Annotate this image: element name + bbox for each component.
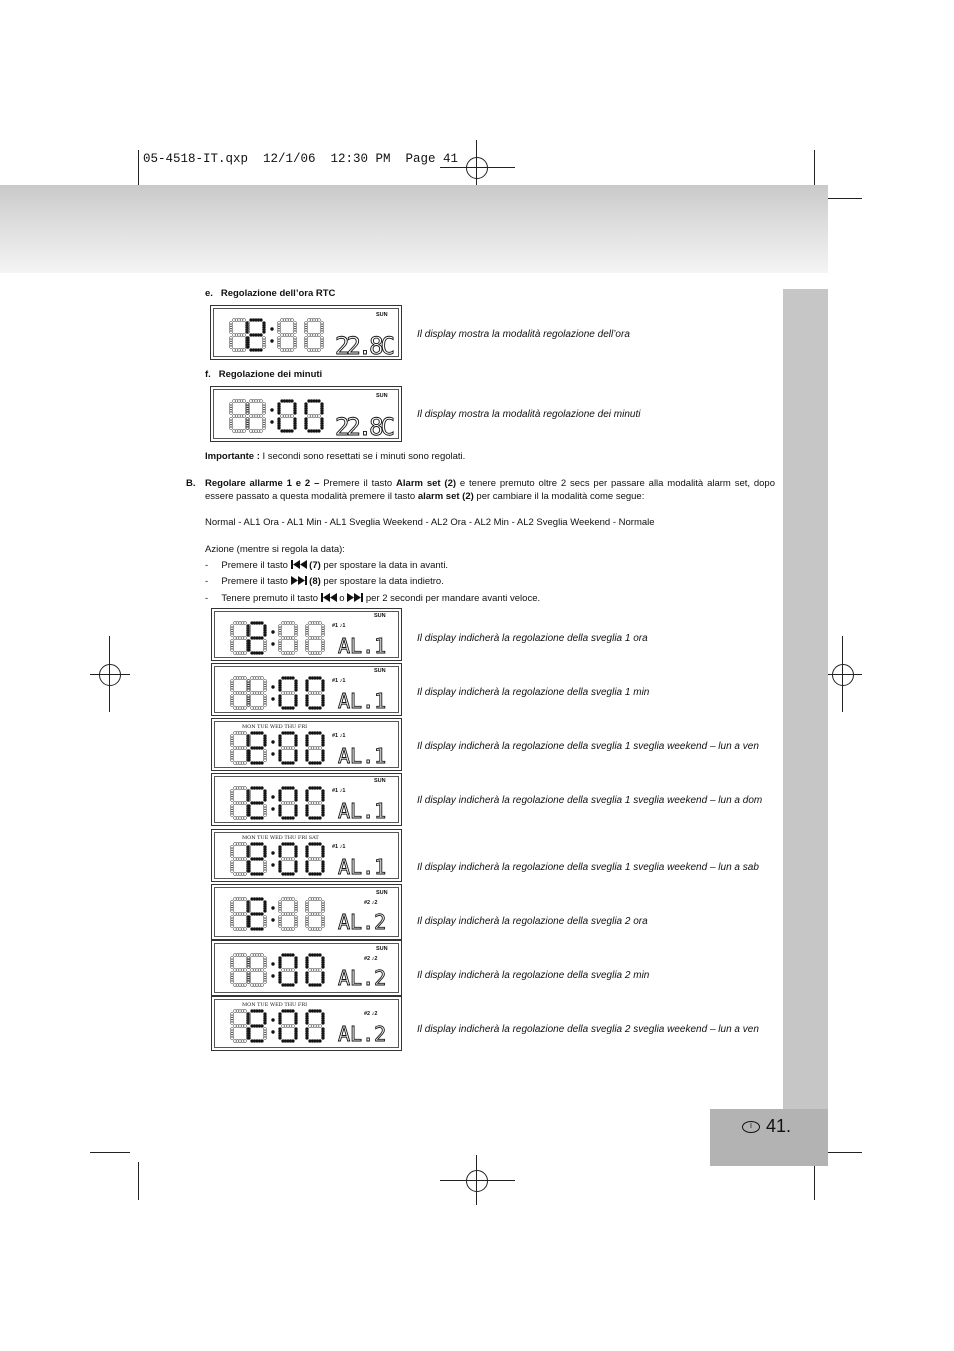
side-tab (783, 289, 828, 1109)
lcd-display (211, 829, 402, 882)
header-band (0, 185, 828, 273)
svg-text:AL.2: AL.2 (338, 1022, 387, 1046)
mode-sequence: Normal - AL1 Ora - AL1 Min - AL1 Sveglia Weekend - AL2 Ora - AL2 Min - AL2 Sveglia Weekend - Normale (205, 517, 655, 528)
crop-mark (814, 1162, 815, 1200)
registration-mark-icon (466, 1170, 488, 1192)
svg-text:#1 ♪1: #1 ♪1 (332, 623, 346, 629)
page-number-text: 41. (766, 1116, 792, 1136)
lcd-caption: Il display indicherà la regolazione della sveglia 1 sveglia weekend – lun a ven (417, 741, 759, 752)
next-track-icon (347, 593, 363, 602)
section-b-paragraph: Regolare allarme 1 e 2 – Premere il tasto Alarm set (2) e tenere premuto oltre 2 secs per passare alla modalità alarm set, dopo essere passato a questa modalità premere il tasto alarm set (2) per cambiare il la modalità come segue: (205, 478, 775, 502)
page-number (742, 1116, 791, 1137)
lcd-display (211, 608, 402, 661)
svg-text:AL.1: AL.1 (338, 689, 387, 713)
section-e-heading: e. Regolazione dell’ora RTC (205, 288, 336, 299)
svg-text:#2 ♪2: #2 ♪2 (364, 956, 378, 962)
lcd-caption: Il display indicherà la regolazione della sveglia 1 ora (417, 633, 648, 644)
svg-text:SUN: SUN (374, 668, 386, 674)
registration-mark-icon (832, 664, 854, 686)
lcd-display (210, 386, 402, 442)
svg-text:AL.1: AL.1 (338, 744, 387, 768)
lcd-caption: Il display indicherà la regolazione della sveglia 2 min (417, 970, 650, 981)
file-slug: 05-4518-IT.qxp 12/1/06 12:30 PM Page 41 (143, 152, 459, 166)
svg-text:AL.1: AL.1 (338, 799, 387, 823)
registration-crosshair (109, 636, 110, 712)
lcd-display (211, 663, 402, 716)
crop-mark (824, 198, 862, 199)
svg-text:SUN: SUN (376, 312, 388, 318)
svg-text:#1 ♪1: #1 ♪1 (332, 678, 346, 684)
svg-text:#1 ♪1: #1 ♪1 (332, 788, 346, 794)
lcd-display (211, 996, 402, 1051)
section-f-heading: f. Regolazione dei minuti (205, 369, 323, 380)
registration-crosshair (90, 674, 130, 675)
svg-text:SUN: SUN (376, 890, 388, 896)
action-item: - Premere il tasto (7) per spostare la data in avanti. (205, 560, 449, 571)
crop-mark (824, 1152, 862, 1153)
action-item: - Tenere premuto il tasto o per 2 secondi per mandare avanti veloce. (205, 593, 541, 604)
action-title: Azione (mentre si regola la data): (205, 544, 345, 555)
svg-text:MON TUE WED THU FRI: MON TUE WED THU FRI (242, 1002, 308, 1008)
previous-track-icon (321, 593, 337, 602)
lcd-display (211, 718, 402, 771)
lcd-caption: Il display mostra la modalità regolazione dell’ora (417, 329, 630, 340)
svg-text:SUN: SUN (374, 613, 386, 619)
lcd-display (210, 305, 402, 360)
next-track-icon (291, 576, 307, 585)
svg-text:AL.1: AL.1 (338, 855, 387, 879)
lcd-caption: Il display indicherà la regolazione della sveglia 1 min (417, 687, 650, 698)
svg-text:SUN: SUN (376, 946, 388, 952)
registration-mark-icon (99, 664, 121, 686)
crop-mark (90, 1152, 130, 1153)
crop-mark (814, 150, 815, 188)
svg-text:AL.2: AL.2 (338, 910, 387, 934)
svg-text:AL.1: AL.1 (338, 634, 387, 658)
registration-crosshair (476, 140, 477, 190)
action-item: - Premere il tasto (8) per spostare la data indietro. (205, 576, 444, 587)
registration-crosshair (824, 674, 862, 675)
svg-text:22.8C: 22.8C (335, 413, 395, 441)
svg-text:MON TUE WED THU FRI: MON TUE WED THU FRI (242, 724, 308, 730)
svg-text:MON TUE WED THU FRI: MON TUE WED THU FRI SAT (242, 835, 319, 841)
lcd-caption: Il display indicherà la regolazione della sveglia 2 sveglia weekend – lun a ven (417, 1024, 759, 1035)
svg-text:#1 ♪1: #1 ♪1 (332, 733, 346, 739)
crop-mark (138, 1162, 139, 1200)
lcd-caption: Il display mostra la modalità regolazione dei minuti (417, 409, 641, 420)
registration-crosshair (476, 1155, 477, 1205)
svg-text:#2 ♪2: #2 ♪2 (364, 1011, 378, 1017)
lcd-caption: Il display indicherà la regolazione della sveglia 2 ora (417, 916, 648, 927)
svg-text:#2 ♪2: #2 ♪2 (364, 900, 378, 906)
crop-mark (138, 150, 139, 188)
section-b-letter: B. (186, 478, 196, 489)
svg-text:SUN: SUN (374, 778, 386, 784)
svg-text:AL.2: AL.2 (338, 966, 387, 990)
lcd-caption: Il display indicherà la regolazione della sveglia 1 sveglia weekend – lun a dom (417, 795, 763, 806)
registration-mark-icon (466, 157, 488, 179)
lcd-display (211, 884, 402, 940)
language-badge: I (742, 1121, 760, 1133)
lcd-caption: Il display indicherà la regolazione della sveglia 1 sveglia weekend – lun a sab (417, 862, 759, 873)
svg-text:#1 ♪1: #1 ♪1 (332, 844, 346, 850)
registration-crosshair (440, 1180, 515, 1181)
registration-crosshair (440, 167, 515, 168)
lcd-display (211, 940, 402, 996)
previous-track-icon (291, 560, 307, 569)
lcd-display (211, 773, 402, 826)
svg-text:22.8C: 22.8C (335, 332, 395, 360)
registration-crosshair (842, 636, 843, 712)
svg-text:SUN: SUN (376, 393, 388, 399)
important-note: Importante : I secondi sono resettati se i minuti sono regolati. (205, 451, 466, 462)
